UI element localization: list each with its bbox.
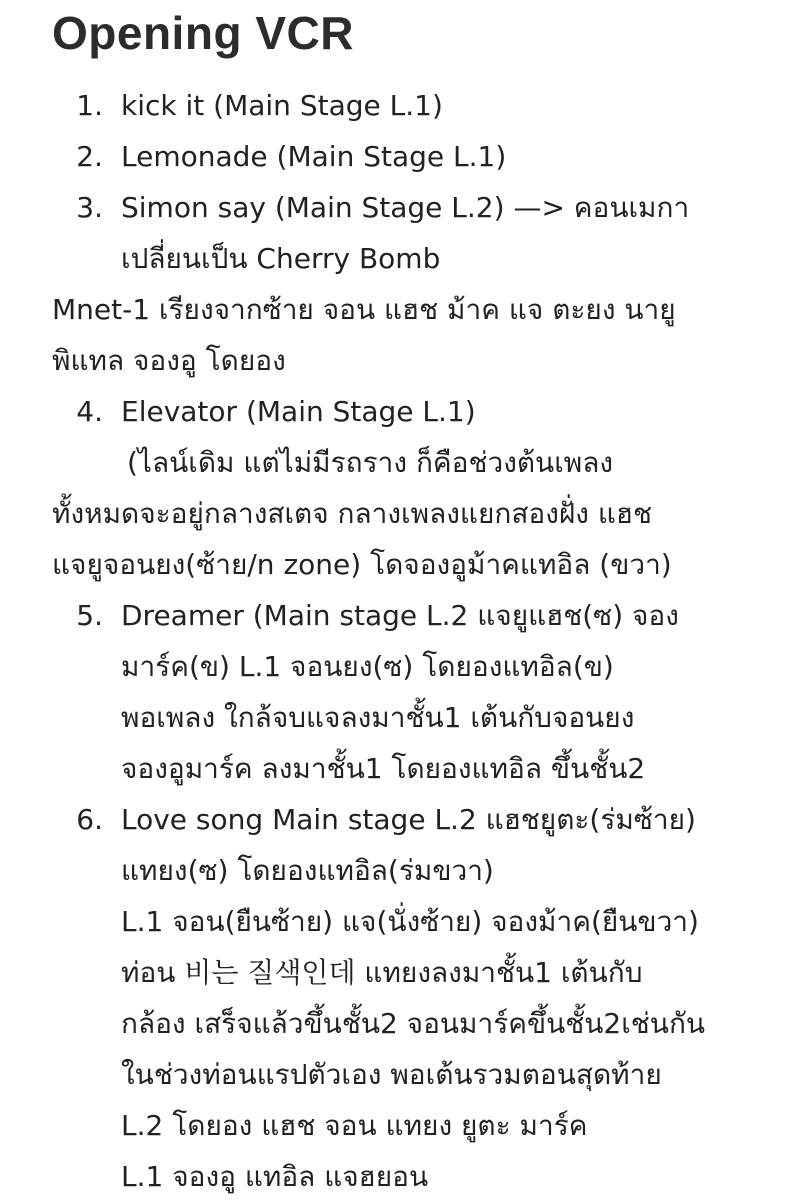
list-item-6-line-4: ท่อน 비는 질색인데 แทยงลงมาชั้น1 เต้นกับ bbox=[121, 956, 643, 989]
list-item-4-note-line-3: แจยูจอนยง(ซ้าย/n zone) โดจองอูม้าคแทอิล (ขวา) bbox=[52, 548, 672, 581]
list-item-6-line-8: L.1 จองอู แทอิล แจฮยอน bbox=[121, 1160, 429, 1193]
list-number-4: 4. bbox=[76, 395, 103, 428]
list-item-6: Love song Main stage L.2 แฮชยูตะ(ร่มซ้าย) bbox=[121, 803, 696, 836]
list-item-5: Dreamer (Main stage L.2 แจยูแฮช(ซ) จอง bbox=[121, 599, 679, 632]
list-item-5-line-3: พอเพลง ใกล้จบแจลงมาชั้น1 เต้นกับจอนยง bbox=[121, 701, 635, 734]
page-title: Opening VCR bbox=[52, 7, 354, 59]
list-number-3: 3. bbox=[76, 191, 103, 224]
list-item-2: Lemonade (Main Stage L.1) bbox=[121, 140, 507, 173]
list-number-1: 1. bbox=[76, 89, 103, 122]
paragraph-mnet-line-2: พิแทล จองอู โดยอง bbox=[52, 344, 286, 377]
list-number-5: 5. bbox=[76, 599, 103, 632]
list-item-1: kick it (Main Stage L.1) bbox=[121, 89, 443, 122]
list-item-6-line-7: L.2 โดยอง แฮช จอน แทยง ยูตะ มาร์ค bbox=[121, 1109, 588, 1142]
list-number-2: 2. bbox=[76, 140, 103, 173]
list-item-4-note-line-1: (ไลน์เดิม แต่ไม่มีรถราง ก็คือช่วงต้นเพลง bbox=[127, 446, 614, 479]
list-item-6-line-5: กล้อง เสร็จแล้วขึ้นชั้น2 จอนมาร์คขึ้นชั้น2เช่นกัน bbox=[121, 1007, 706, 1040]
paragraph-mnet-line-1: Mnet-1 เรียงจากซ้าย จอน แฮช ม้าค แจ ตะยง นายู bbox=[52, 293, 676, 326]
list-item-4: Elevator (Main Stage L.1) bbox=[121, 395, 476, 428]
list-item-6-line-2: แทยง(ซ) โดยองแทอิล(ร่มขวา) bbox=[121, 854, 494, 887]
list-item-3-continuation: เปลี่ยนเป็น Cherry Bomb bbox=[121, 242, 441, 275]
list-item-4-note-line-2: ทั้งหมดจะอยู่กลางสเตจ กลางเพลงแยกสองฝั่ง แฮช bbox=[52, 497, 653, 530]
list-item-5-line-4: จองอูมาร์ค ลงมาชั้น1 โดยองแทอิล ขึ้นชั้น2 bbox=[121, 752, 646, 785]
list-item-5-line-2: มาร์ค(ข) L.1 จอนยง(ซ) โดยองแทอิล(ข) bbox=[121, 650, 614, 683]
list-item-6-line-3: L.1 จอน(ยืนซ้าย) แจ(นั่งซ้าย) จองม้าค(ยืนขวา) bbox=[121, 905, 699, 938]
list-item-3: Simon say (Main Stage L.2) —> คอนเมกา bbox=[121, 191, 690, 224]
list-item-6-line-6: ในช่วงท่อนแรปตัวเอง พอเต้นรวมตอนสุดท้าย bbox=[121, 1058, 662, 1091]
list-number-6: 6. bbox=[76, 803, 103, 836]
